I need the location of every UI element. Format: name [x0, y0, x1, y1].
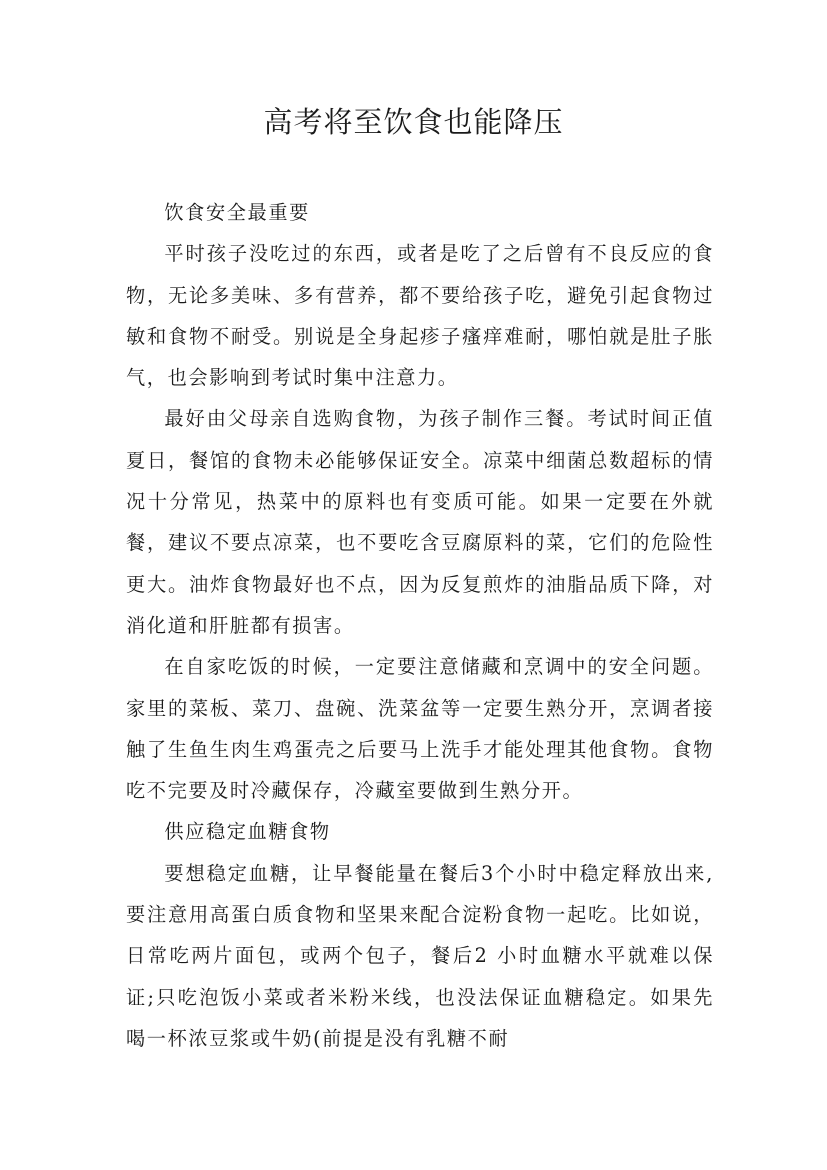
body-paragraph: 要想稳定血糖，让早餐能量在餐后3个小时中稳定释放出来,要注意用高蛋白质食物和坚果来配合淀粉食物一起吃。比如说，日常吃两片面包，或两个包子，餐后2 小时血糖水平就难以保证;只吃泡饭小菜或者米粉米线，也没法保证血糖稳定。如果先喝一杯浓豆浆或牛奶(前提是没有乳糖不耐	[126, 861, 714, 1050]
body-paragraph: 平时孩子没吃过的东西，或者是吃了之后曾有不良反应的食物，无论多美味、多有营养，都不要给孩子吃，避免引起食物过敏和食物不耐受。别说是全身起疹子瘙痒难耐，哪怕就是肚子胀气，也会影响到考试时集中注意力。	[126, 242, 714, 390]
document-body	[126, 192, 714, 1059]
document-title: 高考将至饮食也能降压	[263, 105, 564, 139]
section-heading-blood-sugar: 供应稳定血糖食物	[164, 820, 331, 844]
body-paragraph: 在自家吃饭的时候，一定要注意储藏和烹调中的安全问题。家里的菜板、菜刀、盘碗、洗菜盆等一定要生熟分开，烹调者接触了生鱼生肉生鸡蛋壳之后要马上洗手才能处理其他食物。食物吃不完要及时冷藏保存，冷藏室要做到生熟分开。	[126, 655, 714, 803]
body-paragraph: 最好由父母亲自选购食物，为孩子制作三餐。考试时间正值夏日，餐馆的食物未必能够保证安全。凉菜中细菌总数超标的情况十分常见，热菜中的原料也有变质可能。如果一定要在外就餐，建议不要点凉菜，也不要吃含豆腐原料的菜，它们的危险性更大。油炸食物最好也不点，因为反复煎炸的油脂品质下降，对消化道和肝脏都有损害。	[126, 407, 714, 637]
section-heading-food-safety: 饮食安全最重要	[164, 201, 310, 224]
